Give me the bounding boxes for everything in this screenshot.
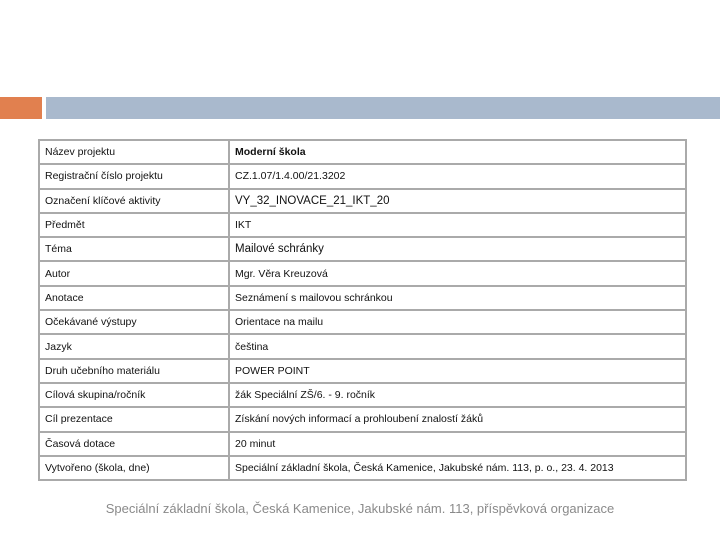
table-row [39, 237, 686, 261]
table-row [39, 140, 686, 164]
row-key: Jazyk [39, 334, 229, 358]
table-row [39, 213, 686, 237]
table-row [39, 286, 686, 310]
row-key: Cíl prezentace [39, 407, 229, 431]
row-value: VY_32_INOVACE_21_IKT_20 [229, 189, 686, 213]
row-value: 20 minut [229, 432, 686, 456]
row-value: Speciální základní škola, Česká Kamenice, Jakubské nám. 113, p. o., 23. 4. 2013 [229, 456, 686, 480]
row-key: Označení klíčové aktivity [39, 189, 229, 213]
header-accent-blue [46, 97, 720, 119]
row-value: Mgr. Věra Kreuzová [229, 261, 686, 285]
row-key: Druh učebního materiálu [39, 359, 229, 383]
footer-school-name: Speciální základní škola, Česká Kamenice, Jakubské nám. 113, příspěvková organizace [105, 501, 615, 516]
row-value: Získání nových informací a prohloubení znalostí žáků [229, 407, 686, 431]
row-value: CZ.1.07/1.4.00/21.3202 [229, 164, 686, 188]
table-row [39, 359, 686, 383]
table-row [39, 310, 686, 334]
row-value: POWER POINT [229, 359, 686, 383]
table-row [39, 164, 686, 188]
table-row [39, 334, 686, 358]
table-row [39, 261, 686, 285]
row-value: Seznámení s mailovou schránkou [229, 286, 686, 310]
row-key: Anotace [39, 286, 229, 310]
row-key: Cílová skupina/ročník [39, 383, 229, 407]
row-key: Očekávané výstupy [39, 310, 229, 334]
row-key: Autor [39, 261, 229, 285]
row-value: žák Speciální ZŠ/6. - 9. ročník [229, 383, 686, 407]
table-row [39, 407, 686, 431]
row-value: Mailové schránky [229, 237, 686, 261]
row-key: Předmět [39, 213, 229, 237]
row-key: Vytvořeno (škola, dne) [39, 456, 229, 480]
row-value: čeština [229, 334, 686, 358]
header-accent-orange [0, 97, 42, 119]
row-value: Orientace na mailu [229, 310, 686, 334]
table-row [39, 432, 686, 456]
table-row [39, 456, 686, 480]
row-key: Registrační číslo projektu [39, 164, 229, 188]
row-value: Moderní škola [229, 140, 686, 164]
row-key: Název projektu [39, 140, 229, 164]
row-key: Téma [39, 237, 229, 261]
table-row [39, 189, 686, 213]
row-key: Časová dotace [39, 432, 229, 456]
table-row [39, 383, 686, 407]
project-info-table [38, 139, 687, 481]
row-value: IKT [229, 213, 686, 237]
